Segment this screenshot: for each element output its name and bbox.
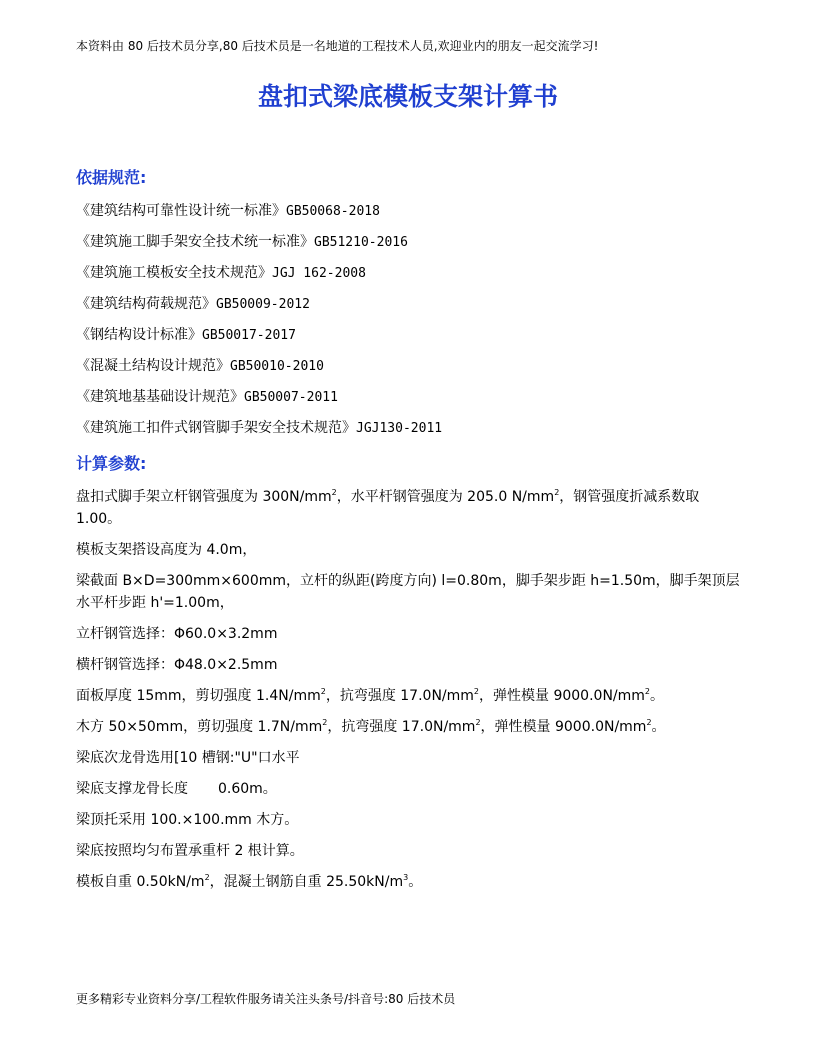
param-steel-strength (76, 486, 744, 530)
spec-name: 《建筑地基基础设计规范》 (76, 389, 244, 405)
param-timber (76, 716, 744, 738)
spec-code: GB51210-2016 (314, 235, 408, 250)
superscript: 2 (475, 718, 481, 727)
param-height: 模板支架搭设高度为 4.0m， (76, 542, 257, 558)
section-heading-specs: 依据规范: (76, 168, 147, 187)
param-text: ，弹性模量 9000.0N/mm (479, 688, 645, 704)
spec-name: 《建筑结构可靠性设计统一标准》 (76, 203, 286, 219)
spec-name: 《混凝土结构设计规范》 (76, 358, 230, 374)
superscript: 2 (322, 718, 328, 727)
spec-item (76, 324, 442, 355)
spec-item (76, 231, 442, 262)
superscript: 2 (473, 687, 480, 696)
spec-item (76, 293, 442, 324)
param-text: 木方 50×50mm，剪切强度 1.7N/mm (76, 719, 323, 735)
param-section: 梁截面 B×D=300mm×600mm，立杆的纵距(跨度方向) l=0.80m，脚手架步距 h=1.50m，脚手架顶层水平杆步距 h'=1.00m， (76, 573, 740, 611)
param-self-weight (76, 871, 744, 893)
spec-name: 《钢结构设计标准》 (76, 327, 202, 343)
param-text: 0.60m。 (218, 781, 277, 797)
spec-name: 《建筑结构荷载规范》 (76, 296, 216, 312)
superscript: 3 (403, 873, 409, 882)
param-text: 盘扣式脚手架立杆钢管强度为 300N/mm (76, 489, 332, 505)
section-heading-params: 计算参数: (76, 454, 147, 473)
header-note: 本资料由 80 后技术员分享,80 后技术员是一名地道的工程技术人员,欢迎业内的朋友一起交流学习! (76, 39, 599, 53)
param-text: ，弹性模量 9000.0N/mm (480, 719, 647, 735)
footer-note: 更多精彩专业资料分享/工程软件服务请关注头条号/抖音号:80 后技术员 (76, 992, 456, 1006)
param-text: 。 (408, 874, 423, 890)
param-text: 梁底支撑龙骨长度 (76, 781, 188, 797)
superscript: 2 (646, 718, 652, 727)
spec-item (76, 262, 442, 293)
superscript: 2 (644, 687, 651, 696)
spec-name: 《建筑施工模板安全技术规范》 (76, 265, 272, 281)
param-text: 模板自重 0.50kN/m (76, 874, 205, 890)
param-top-support: 梁顶托采用 100.×100.mm 木方。 (76, 812, 299, 828)
spec-code: JGJ130-2011 (356, 421, 443, 436)
param-uprights: 梁底按照均匀布置承重杆 2 根计算。 (76, 843, 304, 859)
param-text: 。 (651, 719, 666, 735)
superscript: 2 (320, 687, 326, 696)
spec-list (76, 200, 442, 448)
spec-code: GB50007-2011 (244, 390, 338, 405)
spec-item (76, 386, 442, 417)
param-secondary-keel: 梁底次龙骨选用[10 槽钢:"U"口水平 (76, 750, 300, 766)
param-text: ，水平杆钢管强度为 205.0 N/mm (336, 489, 555, 505)
param-upright-pipe: 立杆钢管选择：Φ60.0×3.2mm (76, 626, 278, 642)
superscript: 2 (204, 873, 210, 882)
spec-code: JGJ 162-2008 (272, 266, 366, 281)
spec-item (76, 417, 442, 448)
params-body (76, 486, 744, 893)
spec-code: GB50010-2010 (230, 359, 324, 374)
document-title: 盘扣式梁底模板支架计算书 (257, 82, 558, 111)
spec-item (76, 200, 442, 231)
param-panel (76, 685, 744, 707)
param-text: ，混凝土钢筋自重 25.50kN/m (209, 874, 404, 890)
spec-code: GB50009-2012 (216, 297, 310, 312)
param-text: 面板厚度 15mm，剪切强度 1.4N/mm (76, 688, 321, 704)
spec-name: 《建筑施工脚手架安全技术统一标准》 (76, 234, 314, 250)
param-text: 。 (650, 688, 665, 704)
superscript: 2 (554, 488, 560, 497)
param-crossbar-pipe: 横杆钢管选择：Φ48.0×2.5mm (76, 657, 278, 673)
spec-item (76, 355, 442, 386)
param-text: ，抗弯强度 17.0N/mm (325, 688, 474, 704)
spec-name: 《建筑施工扣件式钢管脚手架安全技术规范》 (76, 420, 356, 436)
param-keel-length (76, 778, 744, 800)
param-text: ，抗弯强度 17.0N/mm (327, 719, 476, 735)
superscript: 2 (331, 488, 337, 497)
spec-code: GB50017-2017 (202, 328, 296, 343)
spec-code: GB50068-2018 (286, 204, 380, 219)
param-text: ，钢管强度折减系数取 1.00。 (76, 489, 700, 527)
